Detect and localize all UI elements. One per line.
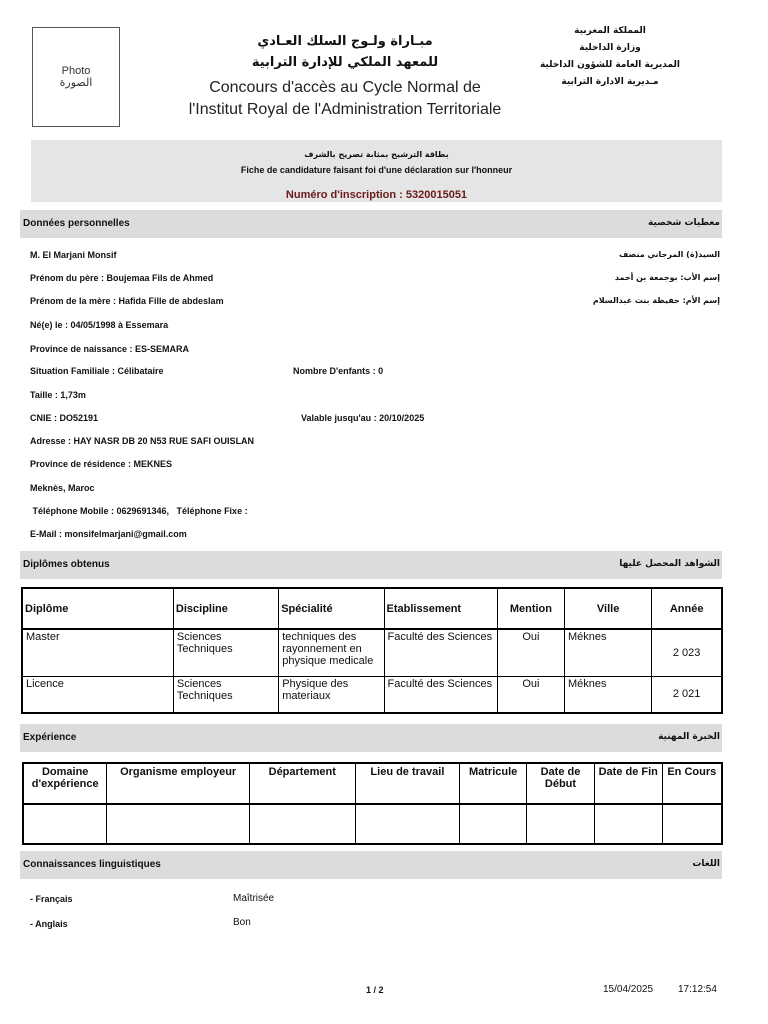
cell-specialite: techniques des rayonnement en physique medicale: [279, 629, 384, 676]
ar-ministry: وزارة الداخلية: [579, 43, 641, 53]
section-diplomas: [20, 551, 722, 579]
mother-name-ar: إسم الأم: حفيظة بنت عبدالسلام: [592, 296, 720, 305]
photo-label-ar: الصورة: [59, 76, 93, 89]
header-date-debut: Date de Début: [527, 763, 595, 804]
empty-cell: [23, 804, 107, 844]
section-diplomas-title-ar: الشواهد المحصل عليها: [619, 559, 720, 569]
table-row: [22, 629, 722, 676]
cell-ville: Méknes: [565, 629, 652, 676]
header-en-cours: En Cours: [662, 763, 722, 804]
cell-annee: 2 023: [652, 629, 722, 676]
fr-title-line1: Concours d'accès au Cycle Normal de: [209, 79, 481, 96]
cell-mention: Oui: [497, 676, 564, 713]
section-personal-title-ar: معطيات شخصية: [648, 218, 720, 228]
cell-annee: 2 021: [652, 676, 722, 713]
section-languages-title-ar: اللغات: [692, 859, 720, 869]
cell-discipline: Sciences Techniques: [173, 676, 278, 713]
fiche-subtitle-ar: بطاقة الترشيح بمثابة تصريح بالشرف: [304, 150, 449, 159]
section-experience-title-ar: الخبرة المهنية: [658, 732, 720, 742]
section-personal: [20, 210, 722, 238]
empty-cell: [662, 804, 722, 844]
children-count: Nombre D'enfants : 0: [293, 366, 384, 376]
experience-header-row: [23, 763, 722, 804]
language-level: Bon: [233, 917, 251, 928]
mother-name: Prénom de la mère : Hafida Fille de abdeslam: [30, 296, 224, 306]
language-level: Maîtrisée: [233, 893, 275, 904]
empty-cell: [249, 804, 355, 844]
cell-diplome: Master: [22, 629, 173, 676]
header-departement: Département: [249, 763, 355, 804]
section-languages: [20, 851, 722, 879]
diplomas-header-row: [22, 588, 722, 629]
header-diplome: Diplôme: [22, 588, 173, 629]
empty-cell: [594, 804, 662, 844]
residence-province: Province de résidence : MEKNES: [30, 459, 173, 469]
experience-table: [22, 762, 723, 845]
father-name-ar: إسم الأب: بوجمعة بن أحمد: [614, 273, 720, 282]
cnie: CNIE : DO52191: [30, 413, 99, 423]
phone-numbers: Téléphone Mobile : 0629691346, Téléphone Fixe :: [30, 506, 248, 516]
diplomas-table: [21, 587, 723, 714]
family-status: Situation Familiale : Célibataire: [30, 366, 164, 376]
section-personal-title-fr: Données personnelles: [23, 218, 130, 229]
header-etablissement: Etablissement: [384, 588, 497, 629]
header-date-fin: Date de Fin: [594, 763, 662, 804]
header-annee: Année: [652, 588, 722, 629]
header-domaine: Domaine d'expérience: [23, 763, 107, 804]
empty-cell: [527, 804, 595, 844]
cell-specialite: Physique des materiaux: [279, 676, 384, 713]
header-lieu: Lieu de travail: [355, 763, 460, 804]
candidate-name-ar: السيد(ة) المرجاني منصف: [619, 250, 720, 259]
print-time: 17:12:54: [678, 984, 717, 995]
header-specialite: Spécialité: [279, 588, 384, 629]
empty-cell: [460, 804, 527, 844]
ar-direction: مـديرية الادارة الترابية: [561, 77, 659, 87]
height: Taille : 1,73m: [30, 390, 86, 400]
cell-discipline: Sciences Techniques: [173, 629, 278, 676]
cell-etablissement: Faculté des Sciences: [384, 629, 497, 676]
city: Meknès, Maroc: [30, 483, 95, 493]
language-name: - Français: [30, 894, 73, 904]
birth-province: Province de naissance : ES-SEMARA: [30, 344, 190, 354]
empty-cell: [107, 804, 249, 844]
candidate-name: M. El Marjani Monsif: [30, 250, 117, 260]
page-number: 1 / 2: [366, 985, 384, 995]
photo-placeholder: [32, 27, 120, 127]
section-languages-title-fr: Connaissances linguistiques: [23, 859, 161, 870]
email: E-Mail : monsifelmarjani@gmail.com: [30, 529, 187, 539]
photo-label-fr: Photo: [61, 65, 91, 77]
cell-diplome: Licence: [22, 676, 173, 713]
birth-info: Né(e) le : 04/05/1998 à Essemara: [30, 320, 169, 330]
cell-mention: Oui: [497, 629, 564, 676]
section-experience-title-fr: Expérience: [23, 732, 77, 743]
header-organisme: Organisme employeur: [107, 763, 249, 804]
ar-title-line1: مبـاراة ولـوج السلك العـادي: [257, 34, 433, 49]
header-discipline: Discipline: [173, 588, 278, 629]
language-name: - Anglais: [30, 919, 68, 929]
cnie-valid-until: Valable jusqu'au : 20/10/2025: [301, 413, 425, 423]
header-matricule: Matricule: [460, 763, 527, 804]
fiche-subtitle-fr: Fiche de candidature faisant foi d'une déclaration sur l'honneur: [240, 165, 513, 175]
section-diplomas-title-fr: Diplômes obtenus: [23, 559, 110, 570]
print-date: 15/04/2025: [603, 984, 654, 995]
fr-title-line2: l'Institut Royal de l'Administration Territoriale: [188, 101, 502, 118]
father-name: Prénom du père : Boujemaa Fils de Ahmed: [30, 273, 214, 283]
ar-kingdom: المملكة المغربية: [574, 26, 646, 36]
address: Adresse : HAY NASR DB 20 N53 RUE SAFI OUISLAN: [30, 436, 255, 446]
cell-ville: Méknes: [565, 676, 652, 713]
ar-title-line2: للمعهد الملكي للإدارة الترابية: [251, 55, 439, 70]
empty-cell: [355, 804, 460, 844]
table-row: [23, 804, 722, 844]
section-experience: [20, 724, 722, 752]
cell-etablissement: Faculté des Sciences: [384, 676, 497, 713]
ar-direction-generale: المديرية العامة للشؤون الداخلية: [539, 60, 681, 70]
inscription-number: Numéro d'inscription : 5320015051: [285, 189, 468, 201]
table-row: [22, 676, 722, 713]
header-ville: Ville: [565, 588, 652, 629]
header-mention: Mention: [497, 588, 564, 629]
